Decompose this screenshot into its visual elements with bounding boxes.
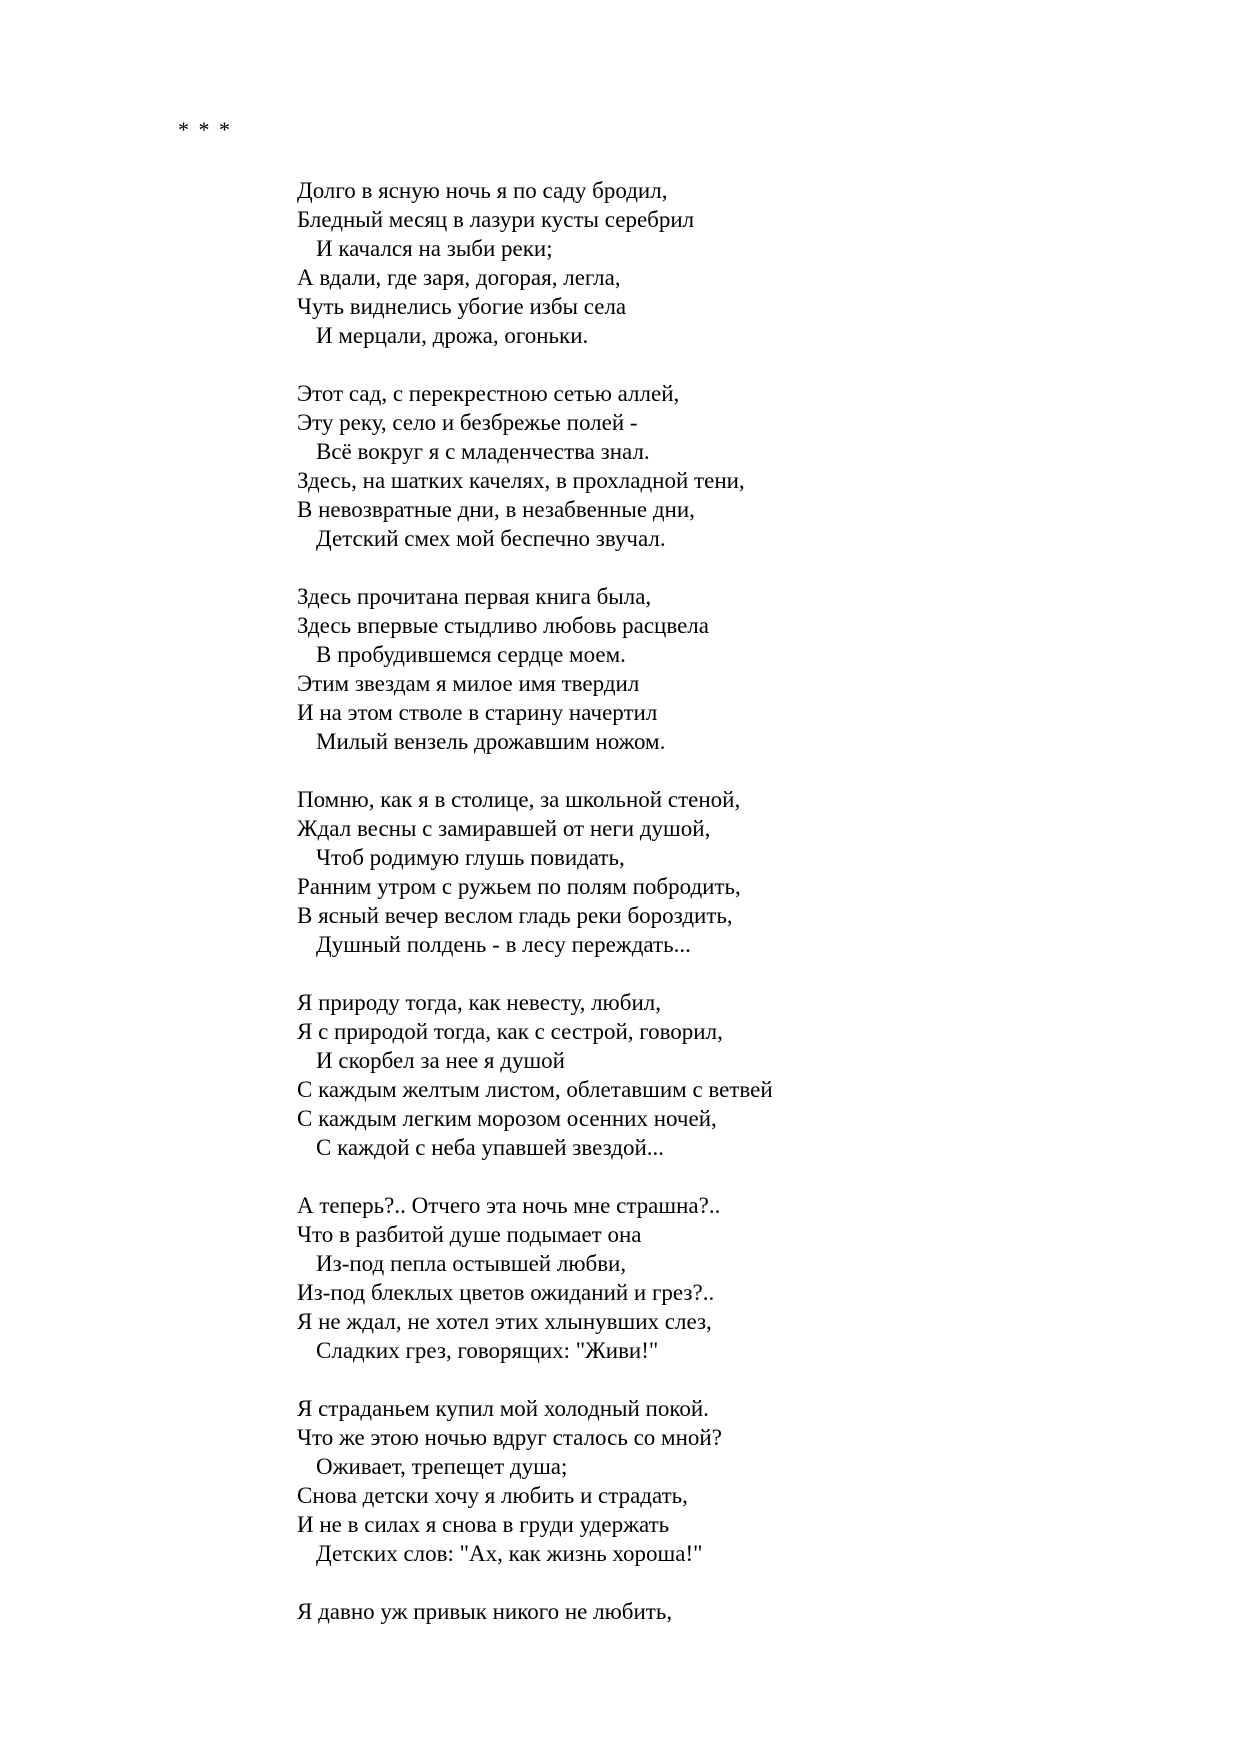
poem-line: И качался на зыби реки;	[316, 236, 553, 261]
poem-line: В невозвратные дни, в незабвенные дни,	[297, 497, 695, 522]
poem-line: Здесь впервые стыдливо любовь расцвела	[297, 613, 709, 638]
poem-line: Чтоб родимую глушь повидать,	[316, 845, 625, 870]
poem-line: Здесь, на шатких качелях, в прохладной тени,	[297, 468, 745, 493]
poem-line: Я с природой тогда, как с сестрой, говорил,	[297, 1019, 723, 1044]
poem-line: Ранним утром с ружьем по полям побродить,	[297, 874, 741, 899]
poem-line: Долго в ясную ночь я по саду бродил,	[297, 178, 668, 203]
poem-line: Всё вокруг я с младенчества знал.	[316, 439, 650, 464]
poem-line: Эту реку, село и безбрежье полей -	[297, 410, 638, 435]
poem-line: Помню, как я в столице, за школьной стеной,	[297, 787, 741, 812]
poem-line: Здесь прочитана первая книга была,	[297, 584, 652, 609]
poem-line: Милый вензель дрожавшим ножом.	[316, 729, 666, 754]
stanza	[297, 1597, 1177, 1626]
poem-line: А вдали, где заря, догорая, легла,	[297, 265, 621, 290]
poem-line: В пробудившемся сердце моем.	[316, 642, 626, 667]
poem-line: В ясный вечер веслом гладь реки бороздить,	[297, 903, 733, 928]
poem-line: Снова детски хочу я любить и страдать,	[297, 1483, 688, 1508]
poem-line: Душный полдень - в лесу переждать...	[316, 932, 691, 957]
poem-line: Сладких грез, говорящих: "Живи!"	[316, 1338, 659, 1363]
stanza	[297, 1191, 1177, 1365]
poem-line: Что в разбитой душе подымает она	[297, 1222, 642, 1247]
poem-line: С каждым желтым листом, облетавшим с ветвей	[297, 1077, 773, 1102]
stanza	[297, 176, 1177, 350]
poem-line: С каждой с неба упавшей звездой...	[316, 1135, 664, 1160]
stanza	[297, 988, 1177, 1162]
poem-line: Ждал весны с замиравшей от неги душой,	[297, 816, 711, 841]
poem-line: Из-под пепла остывшей любви,	[316, 1251, 627, 1276]
stanza	[297, 785, 1177, 959]
poem-line: Чуть виднелись убогие избы села	[297, 294, 627, 319]
poem-line: Бледный месяц в лазури кусты серебрил	[297, 207, 695, 232]
poem-line: Детский смех мой беспечно звучал.	[316, 526, 666, 551]
poem	[297, 176, 1177, 1655]
poem-line: Я страданьем купил мой холодный покой.	[297, 1396, 709, 1421]
section-separator: * * *	[178, 117, 232, 142]
poem-line: И не в силах я снова в груди удержать	[297, 1512, 670, 1537]
poem-line: Этот сад, с перекрестною сетью аллей,	[297, 381, 680, 406]
poem-line: Что же этою ночью вдруг сталось со мной?	[297, 1425, 722, 1450]
poem-line: Я природу тогда, как невесту, любил,	[297, 990, 661, 1015]
stanza	[297, 379, 1177, 553]
poem-line: А теперь?.. Отчего эта ночь мне страшна?..	[297, 1193, 721, 1218]
poem-line: Оживает, трепещет душа;	[316, 1454, 568, 1479]
poem-line: Я не ждал, не хотел этих хлынувших слез,	[297, 1309, 712, 1334]
poem-line: Я давно уж привык никого не любить,	[297, 1599, 673, 1624]
poem-line: И мерцали, дрожа, огоньки.	[316, 323, 589, 348]
poem-line: С каждым легким морозом осенних ночей,	[297, 1106, 717, 1131]
poem-line: Этим звездам я милое имя твердил	[297, 671, 640, 696]
stanza	[297, 582, 1177, 756]
stanza	[297, 1394, 1177, 1568]
poem-line: Детских слов: "Ах, как жизнь хороша!"	[316, 1541, 703, 1566]
poem-line: И на этом стволе в старину начертил	[297, 700, 658, 725]
poem-line: Из-под блеклых цветов ожиданий и грез?..	[297, 1280, 715, 1305]
poem-line: И скорбел за нее я душой	[316, 1048, 565, 1073]
